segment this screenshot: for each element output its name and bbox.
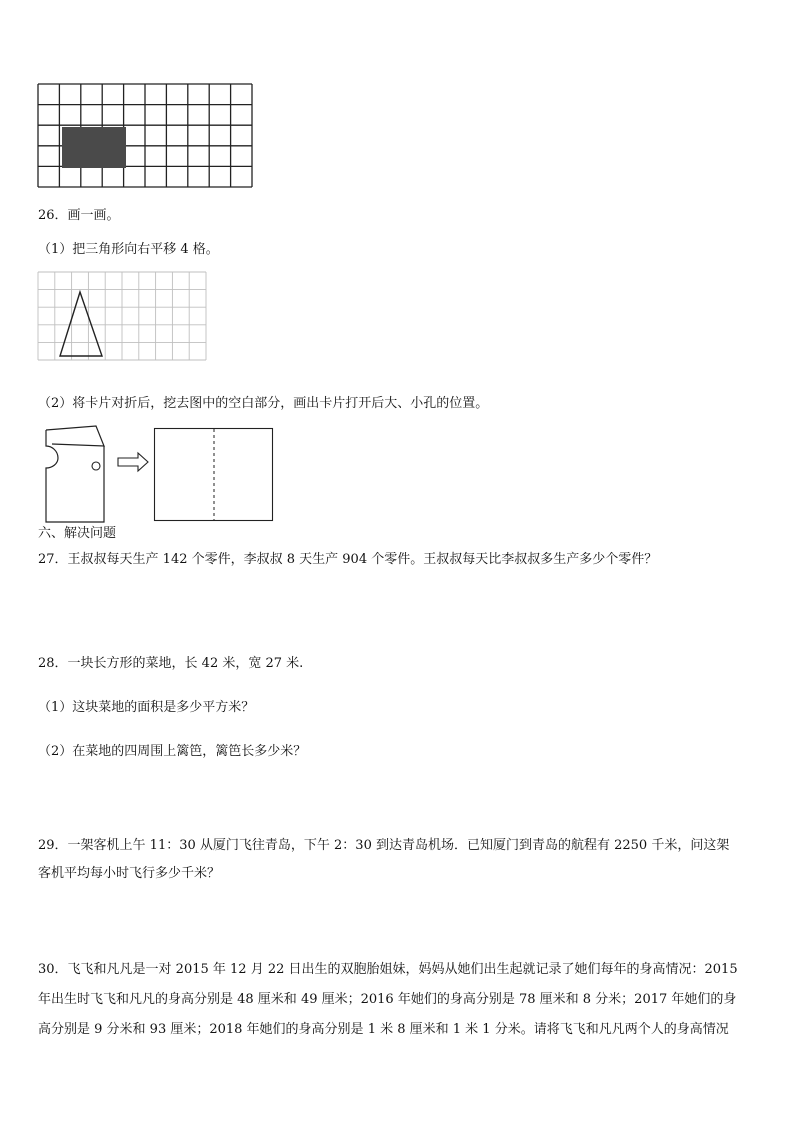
q27-text: 27．王叔叔每天生产 142 个零件，李叔叔 8 天生产 904 个零件。王叔叔每天比李叔叔多生产多少个零件？: [38, 552, 658, 567]
q28-sub2: （2）在菜地的四周围上篱笆，篱笆长多少米？: [38, 744, 307, 759]
opened-card-figure: [154, 428, 276, 524]
q29-line2: 客机平均每小时飞行多少千米？: [38, 866, 221, 881]
q28-title: 28．一块长方形的菜地，长 42 米，宽 27 米.: [38, 656, 304, 671]
q30-line1: 30．飞飞和凡凡是一对 2015 年 12 月 22 日出生的双胞胎姐妹，妈妈从她们出生起就记录了她们每年的身高情况：2015: [38, 962, 738, 977]
q26-title: 26．画一画。: [38, 208, 120, 223]
q28-sub1: （1）这块菜地的面积是多少平方米？: [38, 700, 255, 715]
q26-sub2: （2）将卡片对折后，挖去图中的空白部分，画出卡片打开后大、小孔的位置。: [38, 396, 489, 411]
q30-line3: 高分别是 9 分米和 93 厘米；2018 年她们的身高分别是 1 米 8 厘米和 1 米 1 分米。请将飞飞和凡凡两个人的身高情况: [38, 1022, 729, 1037]
triangle-grid-figure: [38, 272, 213, 362]
arrow-right-icon: [118, 453, 148, 471]
q26-sub1: （1）把三角形向右平移 4 格。: [38, 242, 219, 257]
shaded-grid-figure: [38, 84, 258, 194]
section-title: 六、解决问题: [38, 526, 117, 541]
q29-line1: 29．一架客机上午 11：30 从厦门飞往青岛，下午 2：30 到达青岛机场．已知厦门到青岛的航程有 2250 千米，问这架: [38, 838, 730, 853]
folded-card-top: [46, 426, 104, 446]
triangle-shape: [60, 292, 102, 356]
q30-line2: 年出生时飞飞和凡凡的身高分别是 48 厘米和 49 厘米；2016 年她们的身高分别是 78 厘米和 8 分米；2017 年她们的身: [38, 992, 737, 1007]
folded-card-figure: [38, 420, 158, 520]
small-hole: [92, 462, 100, 470]
shaded-rectangle: [62, 127, 126, 168]
